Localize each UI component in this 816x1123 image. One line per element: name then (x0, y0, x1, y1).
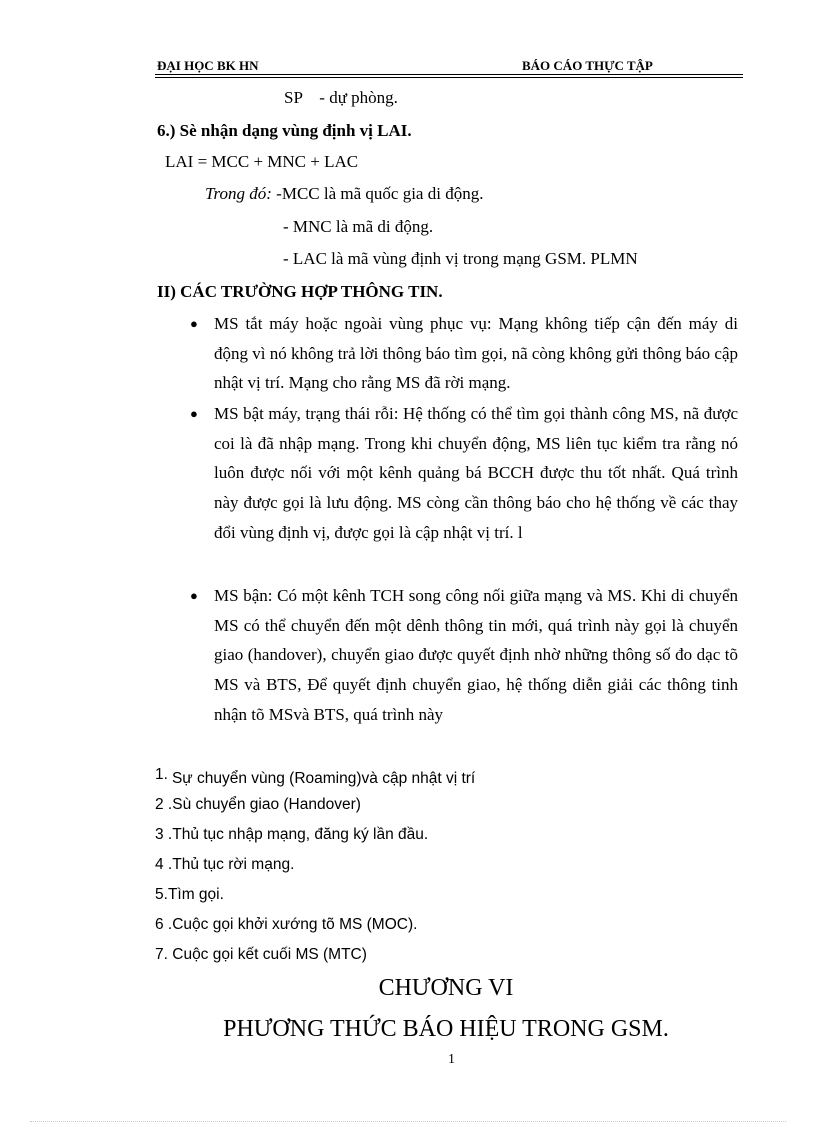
bullet-item: MS tắt máy hoặc ngoài vùng phục vụ: Mạng không tiếp cận đến máy di động vì nó không trả lời thông báo tìm gọi, nã còng không gửi thông báo cập nhật vị trí. Mạng cho rằng MS đã rời mạng. (214, 314, 738, 393)
where-label: Trong đó: (205, 184, 272, 203)
list-text: Sù chuyển giao (Handover) (172, 796, 361, 813)
sp-line: SP - dự phòng. (284, 88, 398, 107)
list-item (155, 766, 476, 787)
list-item (155, 916, 417, 934)
header-left: ĐẠI HỌC BK HN (157, 58, 259, 73)
chapter-number: CHƯƠNG VI (378, 975, 514, 1001)
list-text: Tìm gọi. (167, 886, 224, 903)
list-text: Sự chuyển vùng (Roaming)và cập nhật vị trí (171, 770, 476, 787)
where-line (205, 184, 483, 204)
bullet-dot: ● (190, 316, 198, 331)
header-rule-top (155, 74, 743, 75)
list-item (155, 886, 224, 904)
list-text: Thủ tục nhập mạng, đăng ký lần đầu. (172, 826, 429, 843)
list-number: 1. (155, 766, 168, 783)
bullet-dot: ● (190, 406, 198, 421)
list-number: 4 . (155, 856, 173, 873)
list-number: 5. (155, 886, 168, 903)
list-item (155, 796, 361, 814)
where-item-mcc: -MCC là mã quốc gia di động. (276, 184, 484, 203)
where-item-mnc: - MNC là mã di động. (283, 217, 434, 236)
chapter-title: PHƯƠNG THỨC BÁO HIỆU TRONG GSM. (223, 1016, 669, 1042)
page-bottom-divider (30, 1121, 786, 1122)
bullet-dot: ● (190, 588, 198, 603)
header-rule-bottom (155, 77, 743, 78)
page-number: 1 (448, 1052, 455, 1067)
list-item (155, 826, 428, 844)
list-number: 6 . (155, 916, 173, 933)
bullet-item: MS bật máy, trạng thái rỗi: Hệ thống có thể tìm gọi thành công MS, nã được coi là đã nhập mạng. Trong khi chuyển động, MS liên tục kiểm tra rằng nó luôn được nối với một kênh quảng bá BCCH được thu tốt nhất. Quá trình này được gọi là lưu động. MS còng cần thông báo cho hệ thống về các thay đổi vùng định vị, được gọi là cập nhật vị trí. l (214, 404, 738, 542)
lai-formula: LAI = MCC + MNC + LAC (165, 152, 359, 171)
header-right: BÁO CÁO THỰC TẬP (522, 58, 653, 73)
where-item-lac: - LAC là mã vùng định vị trong mạng GSM. PLMN (283, 249, 638, 268)
section6-heading: 6.) Sè nhận dạng vùng định vị LAI. (157, 121, 412, 140)
list-number: 7. (155, 946, 168, 963)
list-number: 3 . (155, 826, 173, 843)
bullet-item: MS bận: Có một kênh TCH song công nối giữa mạng và MS. Khi di chuyển MS có thể chuyển đến một dênh thông tin mới, quá trình này gọi là chuyển giao (handover), chuyển giao được quyết định nhờ những thông số đo dạc tõ MS và BTS, Để quyết định chuyển giao, hệ thống diễn giải các thông tinh nhận tõ MSvà BTS, quá trình này (214, 586, 738, 724)
section2-heading: II) CÁC TRƯỜNG HỢP THÔNG TIN. (157, 282, 443, 301)
list-text: Thủ tục rời mạng. (172, 856, 295, 873)
list-text: Cuộc gọi khởi xướng tõ MS (MOC). (172, 916, 418, 933)
list-text: Cuộc gọi kết cuối MS (MTC) (172, 946, 367, 963)
list-item (155, 856, 294, 874)
list-item (155, 946, 367, 964)
list-number: 2 . (155, 796, 173, 813)
